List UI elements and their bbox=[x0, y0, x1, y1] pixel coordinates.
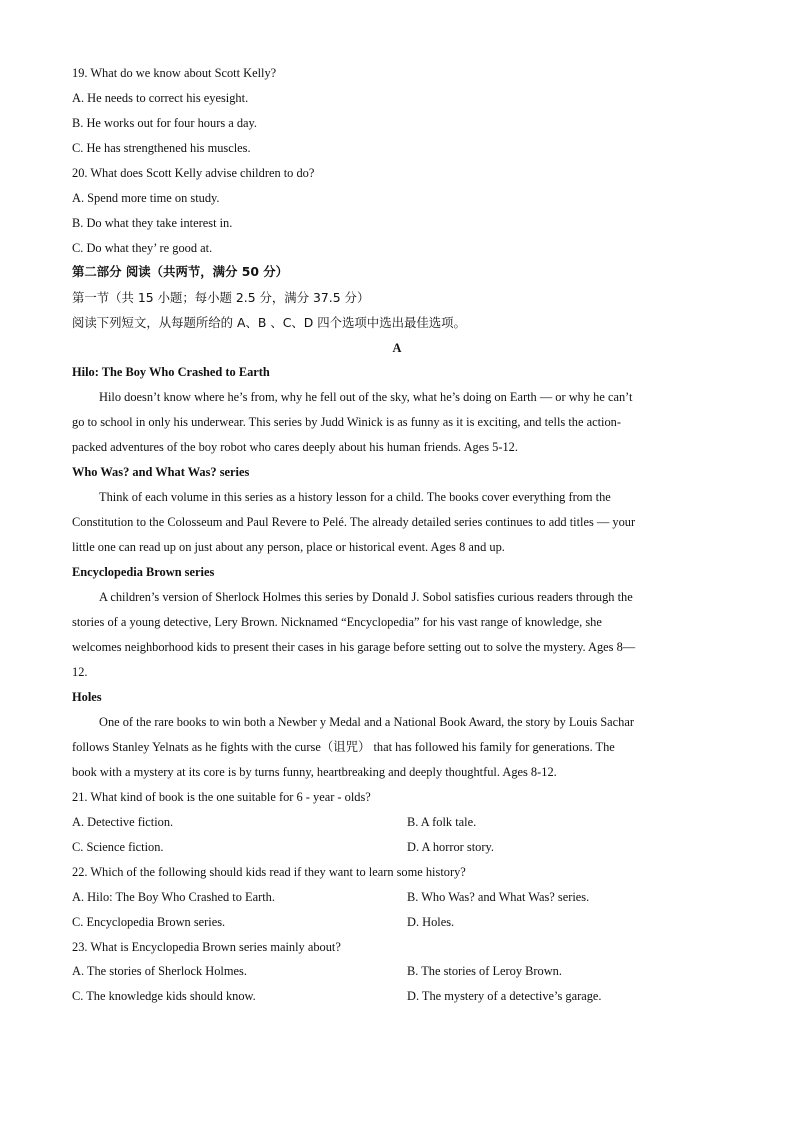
q21-option-d: D. A horror story. bbox=[407, 840, 494, 854]
hilo-title: Hilo: The Boy Who Crashed to Earth bbox=[72, 365, 270, 379]
encyclopedia-line-2: stories of a young detective, Lery Brown. Nicknamed “Encyclopedia” for his vast range of knowledge, she bbox=[72, 615, 602, 629]
encyclopedia-line-3: welcomes neighborhood kids to present their cases in his garage before setting out to solve the mystery. Ages 8— bbox=[72, 640, 636, 654]
hilo-line-2: go to school in only his underwear. This series by Judd Winick is as funny as it is exciting, and tells the action- bbox=[72, 415, 621, 429]
holes-title: Holes bbox=[72, 690, 102, 704]
q19-option-b: B. He works out for four hours a day. bbox=[72, 116, 258, 130]
q20-option-a: A. Spend more time on study. bbox=[72, 191, 220, 205]
hilo-line-3: packed adventures of the boy robot who cares deeply about his human friends. Ages 5-12. bbox=[72, 440, 518, 454]
q23-option-a: A. The stories of Sherlock Holmes. bbox=[72, 964, 247, 978]
q22-option-c: C. Encyclopedia Brown series. bbox=[72, 915, 226, 929]
passage-label: A bbox=[392, 341, 402, 355]
encyclopedia-title: Encyclopedia Brown series bbox=[72, 565, 215, 579]
section1-heading: 第一节（共 15 小题；每小题 2.5 分，满分 37.5 分） bbox=[72, 290, 370, 305]
q23-option-b: B. The stories of Leroy Brown. bbox=[407, 964, 562, 978]
q21-option-c: C. Science fiction. bbox=[72, 840, 164, 854]
hilo-line-1: Hilo doesn’t know where he’s from, why he fell out of the sky, what he’s doing on Earth — or why he can’t bbox=[99, 390, 633, 404]
who-was-line-1: Think of each volume in this series as a history lesson for a child. The books cover everything from the bbox=[99, 490, 611, 504]
q19-question: 19. What do we know about Scott Kelly? bbox=[72, 66, 277, 80]
q23-question: 23. What is Encyclopedia Brown series mainly about? bbox=[72, 940, 341, 954]
q19-option-c: C. He has strengthened his muscles. bbox=[72, 141, 251, 155]
q23-option-c: C. The knowledge kids should know. bbox=[72, 989, 256, 1003]
who-was-line-3: little one can read up on just about any person, place or historical event. Ages 8 and up. bbox=[72, 540, 505, 554]
q22-option-a: A. Hilo: The Boy Who Crashed to Earth. bbox=[72, 890, 275, 904]
part2-heading: 第二部分 阅读（共两节，满分 50 分） bbox=[72, 264, 289, 279]
holes-line-2: follows Stanley Yelnats as he fights with the curse（诅咒） that has followed his family for generations. The bbox=[72, 740, 615, 754]
q21-option-b: B. A folk tale. bbox=[407, 815, 477, 829]
who-was-title: Who Was? and What Was? series bbox=[72, 465, 250, 479]
q22-option-d: D. Holes. bbox=[407, 915, 455, 929]
q20-question: 20. What does Scott Kelly advise children to do? bbox=[72, 166, 315, 180]
holes-line-1: One of the rare books to win both a Newber y Medal and a National Book Award, the story by Louis Sachar bbox=[99, 715, 634, 729]
encyclopedia-line-4: 12. bbox=[72, 665, 88, 679]
q22-option-b: B. Who Was? and What Was? series. bbox=[407, 890, 590, 904]
q21-option-a: A. Detective fiction. bbox=[72, 815, 174, 829]
q22-question: 22. Which of the following should kids read if they want to learn some history? bbox=[72, 865, 466, 879]
q20-option-b: B. Do what they take interest in. bbox=[72, 216, 233, 230]
q19-option-a: A. He needs to correct his eyesight. bbox=[72, 91, 249, 105]
who-was-line-2: Constitution to the Colosseum and Paul Revere to Pelé. The already detailed series continues to add titles — your bbox=[72, 515, 636, 529]
q23-option-d: D. The mystery of a detective’s garage. bbox=[407, 989, 602, 1003]
q21-question: 21. What kind of book is the one suitable for 6 - year - olds? bbox=[72, 790, 371, 804]
q20-option-c: C. Do what they’ re good at. bbox=[72, 241, 213, 255]
holes-line-3: book with a mystery at its core is by turns funny, heartbreaking and deeply thoughtful. Ages 8-12. bbox=[72, 765, 557, 779]
reading-instruction: 阅读下列短文，从每题所给的 A、B 、C、D 四个选项中选出最佳选项。 bbox=[72, 315, 466, 330]
encyclopedia-line-1: A children’s version of Sherlock Holmes this series by Donald J. Sobol satisfies curious readers through the bbox=[99, 590, 633, 604]
